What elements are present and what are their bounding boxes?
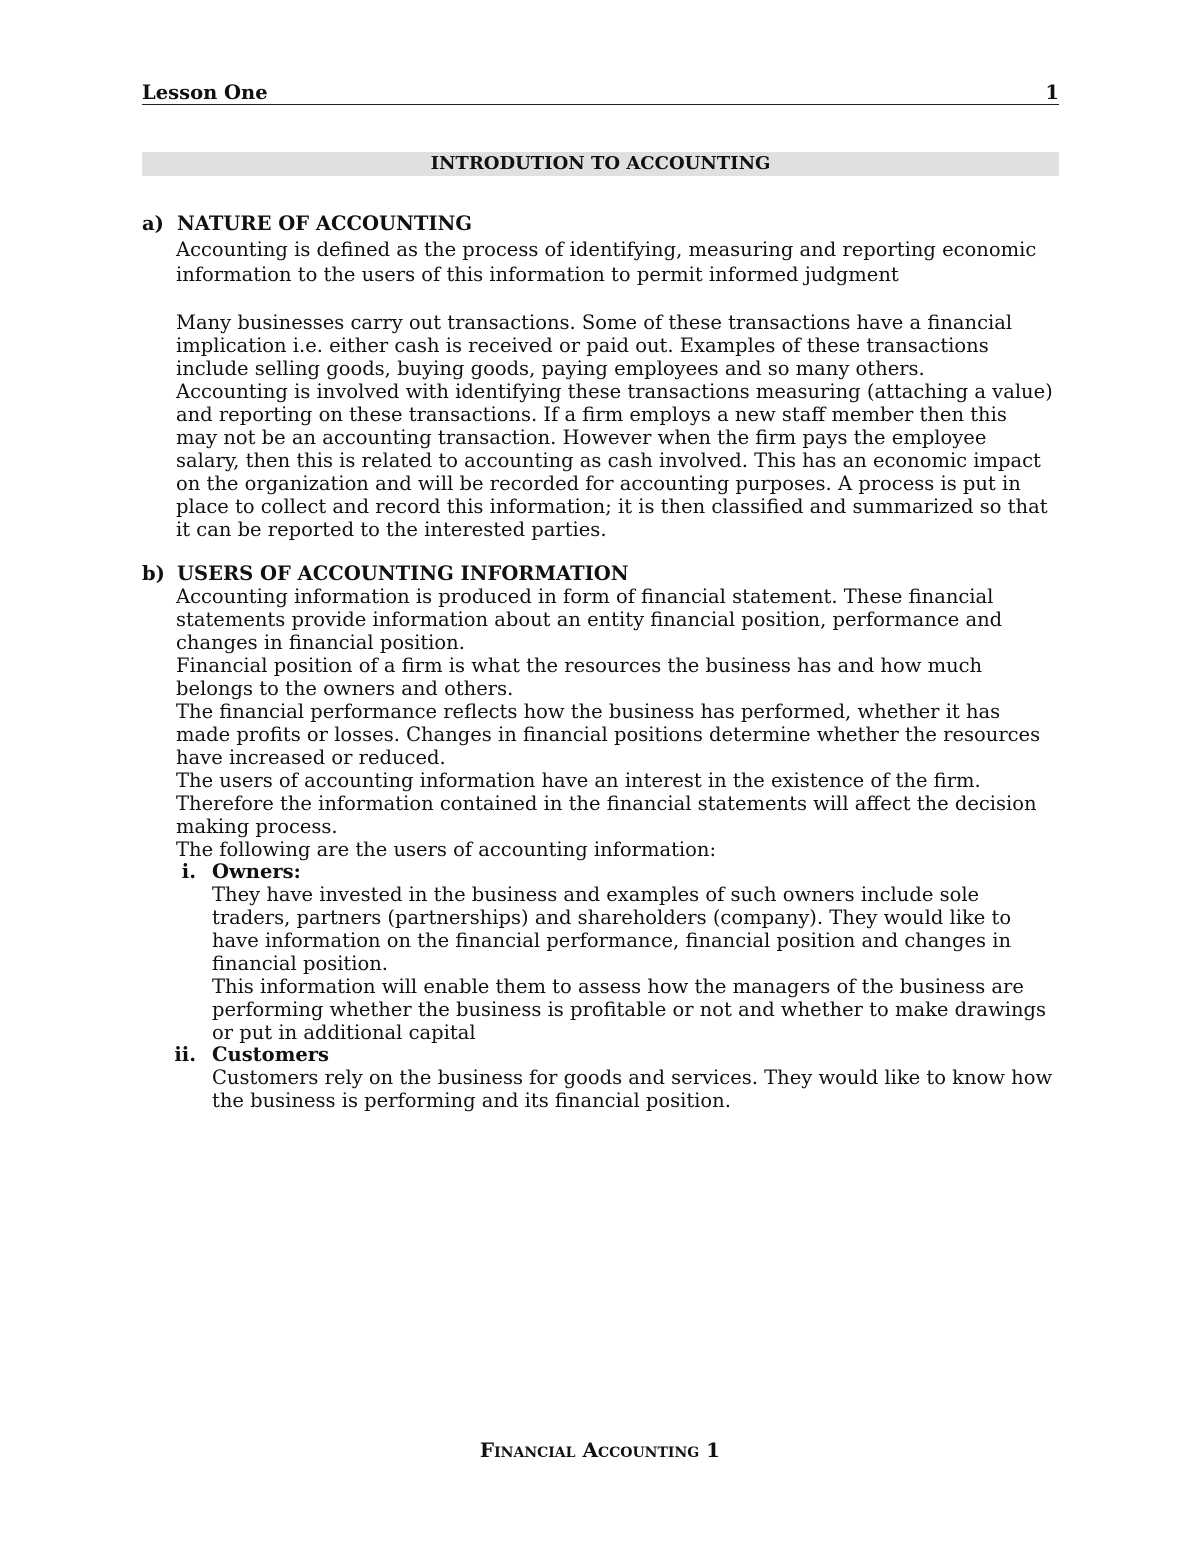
user-owners-marker: i. <box>181 860 196 883</box>
user-customers-text: Customers rely on the business for goods and services. They would like to know how the business is performing and its financial position. <box>212 1066 1053 1112</box>
user-customers-marker: ii. <box>174 1043 196 1066</box>
section-a-title: NATURE OF ACCOUNTING <box>177 212 472 235</box>
lesson-label: Lesson One <box>142 81 268 104</box>
page-title: INTRODUTION TO ACCOUNTING <box>142 152 1059 176</box>
page-footer: Financial Accounting 1 <box>479 1438 721 1462</box>
user-owners-text: They have invested in the business and examples of such owners include sole traders, partners (partnerships) and shareholders (company). They would like to have information on the financial performance, financial position and changes in financial position. This information will enable them to assess how the managers of the business are performing whether the business is profitable or not and whether to make drawings or put in additional capital <box>212 883 1047 1044</box>
section-b-title: USERS OF ACCOUNTING INFORMATION <box>177 562 629 585</box>
user-customers-title: Customers <box>212 1043 329 1066</box>
user-owners-title: Owners: <box>212 860 301 883</box>
section-b-marker: b) <box>142 562 165 585</box>
user-owners-heading <box>142 860 301 883</box>
section-a-marker: a) <box>142 212 164 235</box>
section-b-body: Accounting information is produced in form of financial statement. These financial statements provide information about an entity financial position, performance and changes in financial position. Financial position of a firm is what the resources the business has and how much belongs to the owners and others. The financial performance reflects how the business has performed, whether it has made profits or losses. Changes in financial positions determine whether the resources have increased or reduced. The users of accounting information have an interest in the existence of the firm. Therefore the information contained in the financial statements will affect the decision making process. The following are the users of accounting information: <box>176 585 1041 861</box>
page-number: 1 <box>1045 81 1059 104</box>
section-b-heading <box>142 562 629 585</box>
user-customers-heading <box>142 1043 329 1066</box>
page-header <box>142 82 1059 105</box>
section-a-heading <box>142 212 472 235</box>
section-a-body: Many businesses carry out transactions. Some of these transactions have a financial implication i.e. either cash is received or paid out. Examples of these transactions include selling goods, buying goods, paying employees and so many others. Accounting is involved with identifying these transactions measuring (attaching a value) and reporting on these transactions. If a firm employs a new staff member then this may not be an accounting transaction. However when the firm pays the employee salary, then this is related to accounting as cash involved. This has an economic impact on the organization and will be recorded for accounting purposes. A process is put in place to collect and record this information; it is then classified and summarized so that it can be reported to the interested parties. <box>176 311 1053 541</box>
section-a-definition: Accounting is defined as the process of identifying, measuring and reporting economic information to the users of this information to permit informed judgment <box>176 238 1037 286</box>
